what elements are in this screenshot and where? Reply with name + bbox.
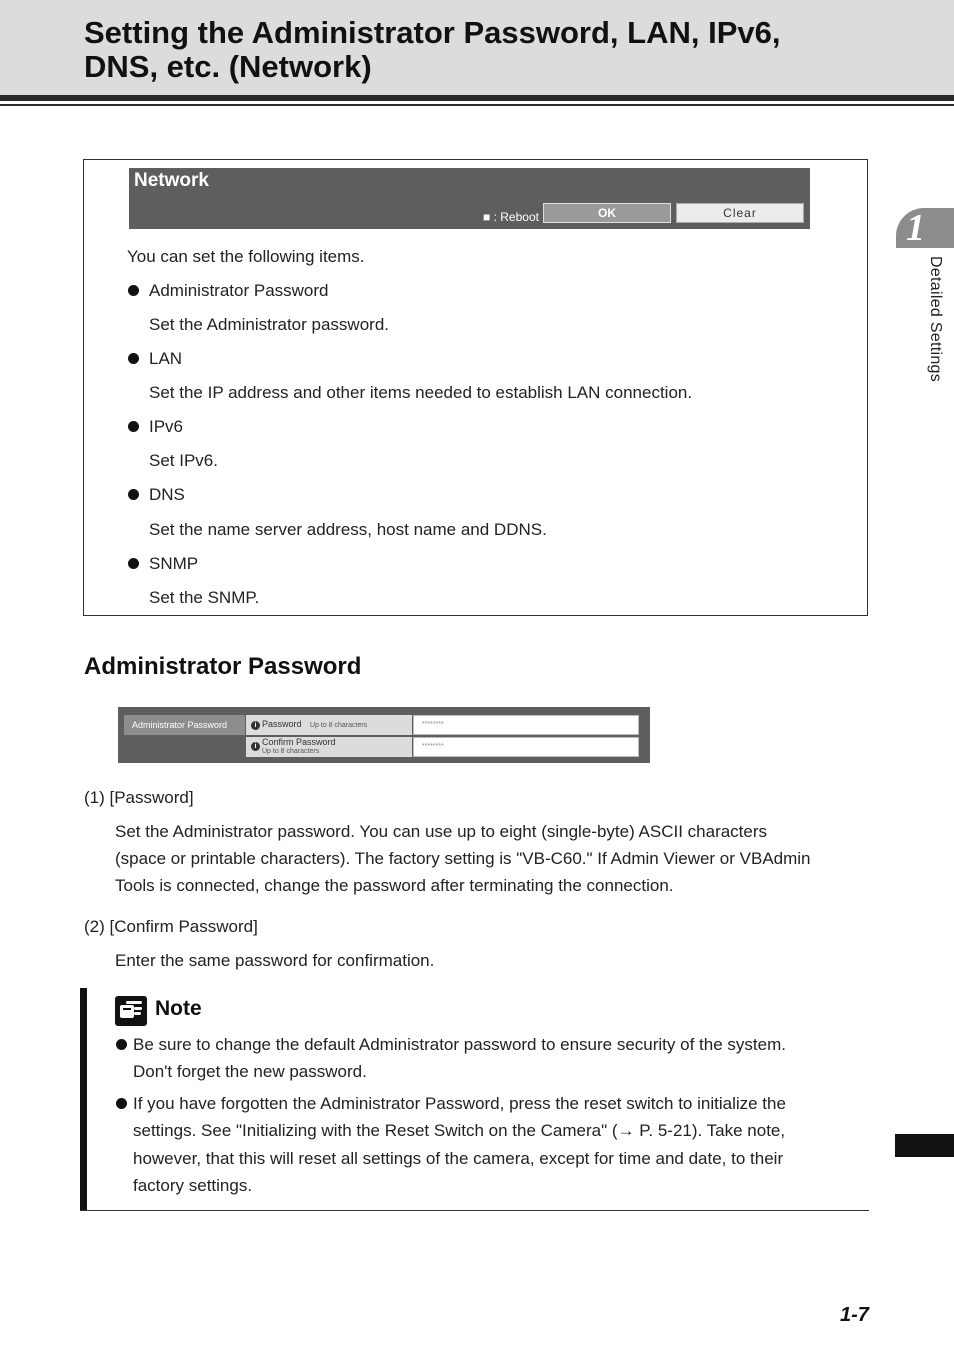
confirm-password-field-label: Confirm Password xyxy=(262,737,336,747)
bullet-icon xyxy=(128,353,139,364)
clear-button[interactable]: Clear xyxy=(676,203,804,223)
item-desc-dns: Set the name server address, host name and DDNS. xyxy=(149,520,547,539)
note-hand-icon xyxy=(115,996,147,1026)
item-title-admin-password: Administrator Password xyxy=(149,281,329,300)
item-title-ipv6: IPv6 xyxy=(149,417,184,436)
chapter-side-label: Detailed Settings xyxy=(927,256,944,383)
item-desc-snmp: Set the SNMP. xyxy=(149,588,260,607)
chapter-tab xyxy=(896,208,954,248)
note-bullet2-line: settings. See "Initializing with the Reset Switch on the Camera" (→ P. 5-21). Take note, xyxy=(133,1121,786,1140)
note-bullet1-line: Be sure to change the default Administrator password to ensure security of the system. xyxy=(133,1035,786,1054)
network-bar-title: Network xyxy=(134,170,209,191)
info-icon: i xyxy=(251,742,260,751)
reboot-legend: ■ : Reboot xyxy=(483,210,539,224)
item-title-lan: LAN xyxy=(149,349,183,368)
confirm-password-input[interactable]: ******** xyxy=(413,737,639,757)
item1-line: (space or printable characters). The factory setting is "VB-C60." If Admin Viewer or VBAdmin xyxy=(115,849,811,868)
note-bullet2-line: factory settings. xyxy=(133,1176,253,1195)
note-bottom-rule xyxy=(80,1210,869,1211)
password-field-hint: Up to 8 characters xyxy=(310,722,368,729)
bullet-icon xyxy=(128,421,139,432)
item2-text: Enter the same password for confirmation. xyxy=(115,951,435,970)
bullet-icon xyxy=(128,489,139,500)
bullet-icon xyxy=(128,558,139,569)
bullet-icon xyxy=(128,285,139,296)
item-title-dns: DNS xyxy=(149,485,185,504)
item2-heading: (2) [Confirm Password] xyxy=(84,917,258,936)
bullet-icon xyxy=(116,1098,127,1109)
network-intro: You can set the following items. xyxy=(127,247,365,266)
header-rule-thick xyxy=(0,95,954,101)
item1-line: Tools is connected, change the password after terminating the connection. xyxy=(115,876,674,895)
password-field-label: Password xyxy=(262,719,302,729)
side-marker-bar xyxy=(895,1134,954,1157)
note-bar xyxy=(80,988,87,1211)
password-input[interactable]: ******** xyxy=(413,715,639,735)
item1-line: Set the Administrator password. You can use up to eight (single-byte) ASCII characters xyxy=(115,822,768,841)
password-panel-label: Administrator Password xyxy=(124,715,245,735)
bullet-icon xyxy=(116,1039,127,1050)
note-bullet2-line: however, that this will reset all settings of the camera, except for time and date, to their xyxy=(133,1149,784,1168)
page-title-line1: Setting the Administrator Password, LAN, IPv6, xyxy=(84,15,781,50)
item-desc-lan: Set the IP address and other items needed to establish LAN connection. xyxy=(149,383,693,402)
item1-heading: (1) [Password] xyxy=(84,788,194,807)
info-icon: i xyxy=(251,721,260,730)
confirm-password-field-hint: Up to 8 characters xyxy=(262,748,320,755)
note-bullet1-line: Don't forget the new password. xyxy=(133,1062,367,1081)
page-title xyxy=(84,16,884,84)
header-rule-thin xyxy=(0,104,954,106)
chapter-number: 1 xyxy=(906,207,925,249)
ok-button[interactable]: OK xyxy=(543,203,671,223)
note-title: Note xyxy=(155,997,202,1020)
note-bullet2-line: If you have forgotten the Administrator Password, press the reset switch to initialize the xyxy=(133,1094,786,1113)
page-title-line2: DNS, etc. (Network) xyxy=(84,49,372,84)
section-heading: Administrator Password xyxy=(84,653,362,680)
item-desc-admin-password: Set the Administrator password. xyxy=(149,315,390,334)
item-title-snmp: SNMP xyxy=(149,554,199,573)
page-number: 1-7 xyxy=(840,1304,869,1326)
item-desc-ipv6: Set IPv6. xyxy=(149,451,218,470)
